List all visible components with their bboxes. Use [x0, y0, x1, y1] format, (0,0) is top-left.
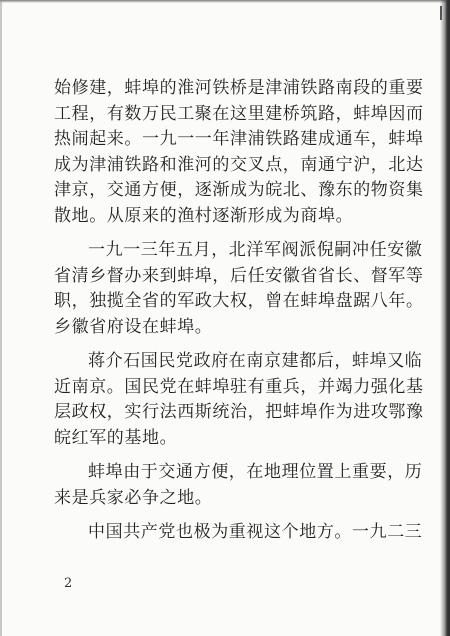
page-number: 2 — [64, 576, 73, 591]
text-line: 来是兵家必争之地。 — [54, 487, 213, 508]
paragraph-2 — [54, 238, 424, 340]
text-line: 热闹起来。一九一一年津浦铁路建成通车，蚌埠 — [54, 129, 424, 149]
text-line: 散地。从原来的渔村逐渐形成为商埠。 — [54, 205, 354, 226]
body-text — [54, 76, 424, 546]
text-line: 层政权，实行法西斯统治，把蚌埠作为进攻鄂豫 — [54, 402, 424, 422]
paragraph-5 — [54, 520, 423, 546]
paragraph-3 — [54, 349, 424, 451]
text-line: 工程，有数万民工聚在这里建桥筑路，蚌埠因而 — [54, 103, 424, 124]
text-line: 一九一三年五月，北洋军阀派倪嗣冲任安徽 — [88, 240, 423, 260]
scan-edge-top — [0, 0, 450, 3]
paragraph-1 — [54, 76, 424, 229]
scan-edge-mark — [434, 6, 442, 20]
paragraph-gap — [54, 340, 404, 349]
text-line: 成为津浦铁路和淮河的交叉点，南通宁沪，北达 — [54, 154, 424, 175]
paragraph-4 — [54, 460, 423, 511]
paragraph-gap — [54, 451, 404, 460]
text-line: 职，独揽全省的军政大权，曾在蚌埠盘踞八年。 — [54, 291, 424, 311]
scan-edge-right — [440, 0, 450, 636]
text-line: 蚌埠由于交通方便，在地理位置上重要，历 — [88, 462, 423, 482]
paragraph-gap — [54, 511, 404, 520]
text-line: 津京，交通方便，逐渐成为皖北、豫东的物资集 — [54, 180, 424, 200]
text-line: 乡徽省府设在蚌埠。 — [54, 316, 213, 337]
text-line: 中国共产党也极为重视这个地方。一九二三 — [88, 522, 423, 542]
text-line: 蒋介石国民党政府在南京建都后，蚌埠又临 — [88, 351, 423, 371]
text-line: 近南京。国民党在蚌埠驻有重兵，并竭力强化基 — [54, 376, 424, 397]
text-line: 省清乡督办来到蚌埠，后任安徽省省长、督军等 — [54, 265, 424, 286]
text-line: 皖红军的基地。 — [54, 427, 178, 448]
paragraph-gap — [54, 229, 404, 238]
scan-edge-left — [0, 0, 2, 636]
text-line: 始修建，蚌埠的淮河铁桥是津浦铁路南段的重要 — [54, 78, 424, 98]
